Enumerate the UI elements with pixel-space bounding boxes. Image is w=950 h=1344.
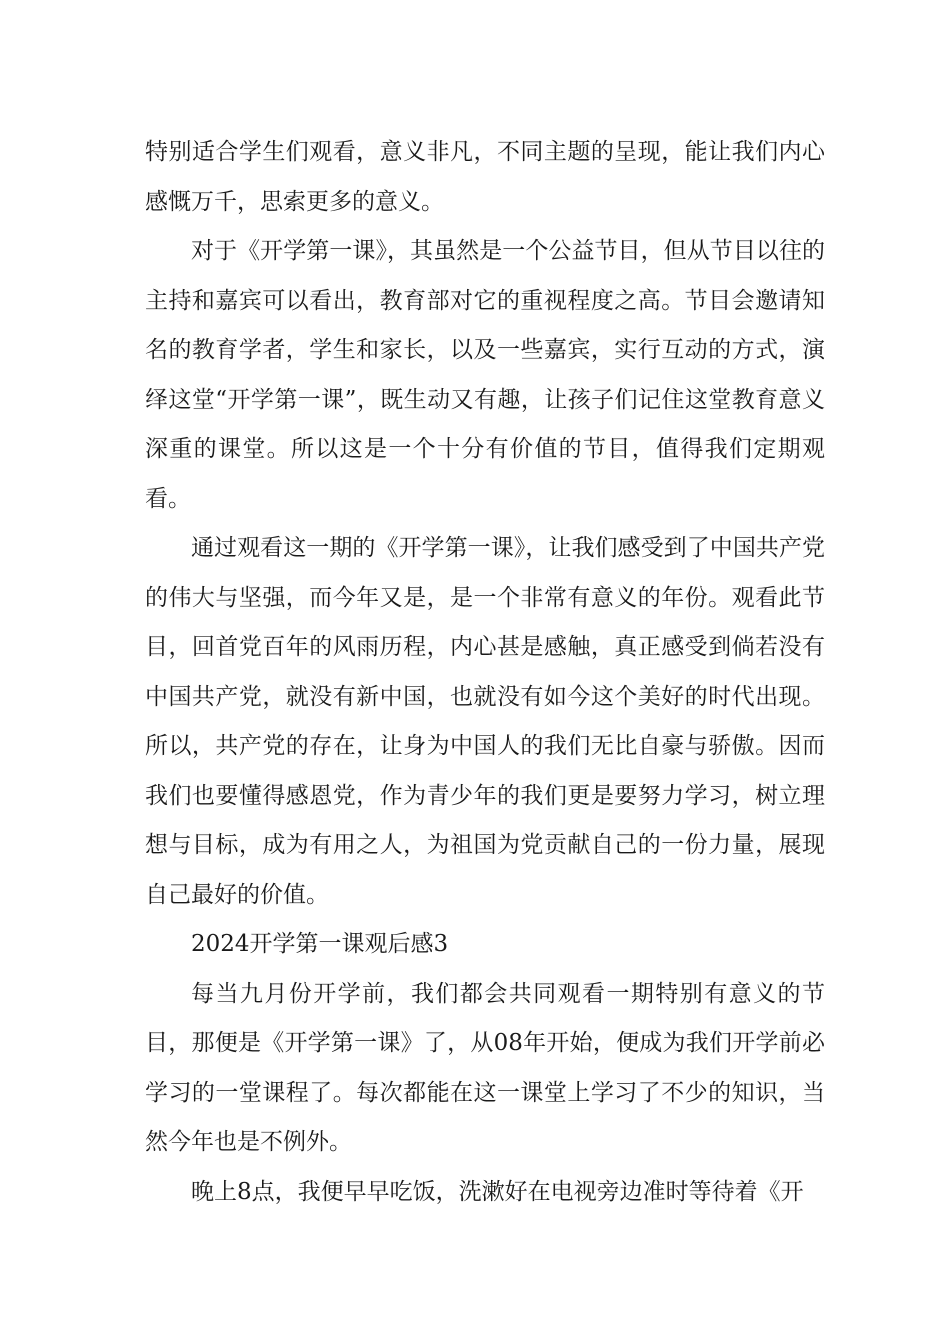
paragraph-1: 特别适合学生们观看，意义非凡，不同主题的呈现，能让我们内心感慨万千，思索更多的意义。 [145, 139, 825, 215]
paragraph-3: 通过观看这一期的《开学第一课》，让我们感受到了中国共产党的伟大与坚强，而今年又是，是一个非常有意义的年份。观看此节目，回首党百年的风雨历程，内心甚是感触，真正感受到倘若没有中国共产党，就没有新中国，也就没有如今这个美好的时代出现。所以，共产党的存在，让身为中国人的我们无比自豪与骄傲。因而我们也要懂得感恩党，作为青少年的我们更是要努力学习，树立理想与目标，成为有用之人，为祖国为党贡献自己的一份力量，展现自己最好的价值。 [145, 535, 825, 908]
document-body [145, 128, 825, 1217]
paragraph-5: 晚上8点，我便早早吃饭，洗漱好在电视旁边准时等待着《开 [191, 1178, 804, 1205]
section-heading: 2024开学第一课观后感3 [191, 931, 449, 957]
paragraph-4: 每当九月份开学前，我们都会共同观看一期特别有意义的节目，那便是《开学第一课》了，从08年开始，便成为我们开学前必学习的一堂课程了。每次都能在这一课堂上学习了不少的知识，当然今年也是不例外。 [145, 980, 825, 1155]
paragraph-2: 对于《开学第一课》，其虽然是一个公益节目，但从节目以往的主持和嘉宾可以看出，教育部对它的重视程度之高。节目会邀请知名的教育学者，学生和家长，以及一些嘉宾，实行互动的方式，演绎这堂“开学第一课”，既生动又有趣，让孩子们记住这堂教育意义深重的课堂。所以这是一个十分有价值的节目，值得我们定期观看。 [145, 238, 825, 512]
